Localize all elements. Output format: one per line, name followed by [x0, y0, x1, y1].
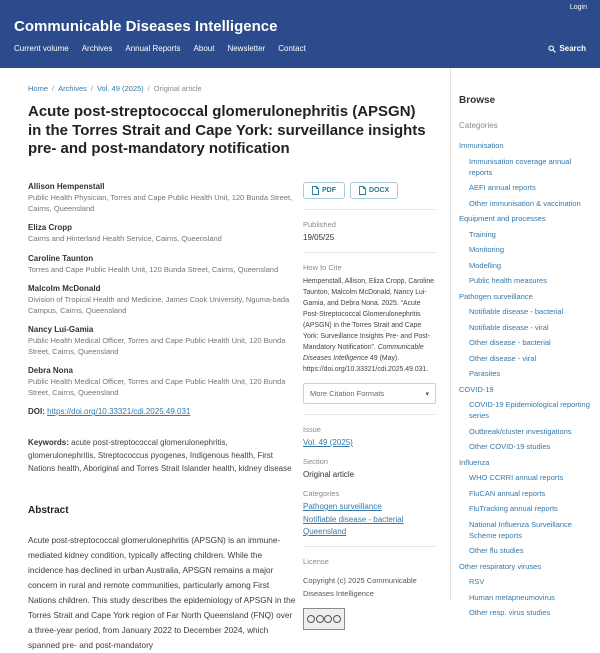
pdf-download-button[interactable]: [303, 182, 345, 199]
author-name: Eliza Cropp: [28, 223, 73, 232]
nav-annual-reports[interactable]: Annual Reports: [125, 44, 181, 53]
pdf-button-label: PDF: [322, 187, 336, 194]
breadcrumb-current: Original article: [153, 84, 202, 93]
author-entry: [28, 254, 296, 276]
category-link-notifiable-disease-bacterial[interactable]: Notifiable disease - bacterial: [303, 514, 404, 524]
category-link-queensland[interactable]: Queensland: [303, 527, 347, 536]
author-name: Nancy Lui-Gamia: [28, 325, 94, 334]
author-entry: [28, 366, 296, 398]
cc-icon: [307, 615, 315, 623]
breadcrumb-separator: /: [147, 84, 150, 93]
pdf-file-icon: [312, 186, 319, 195]
sidebar-item[interactable]: FluCAN annual reports: [469, 488, 546, 498]
docx-download-button[interactable]: [350, 182, 398, 199]
doi-link[interactable]: https://doi.org/10.33321/cdi.2025.49.031: [47, 407, 191, 416]
sidebar-item-immunisation[interactable]: Immunisation: [459, 141, 504, 150]
divider: [303, 546, 436, 547]
breadcrumb-archives[interactable]: Archives: [58, 84, 87, 93]
nav-about[interactable]: About: [193, 44, 215, 53]
author-entry: [28, 223, 296, 245]
keywords-text: acute post-streptococcal glomerulonephritis, glomerulonephritis, Streptococcus pyogenes, Indigenous health, First Nations health, Aboriginal and Torres Strait Islander health, kidney disease: [28, 438, 292, 473]
section-label: Section: [303, 457, 329, 466]
sidebar-item[interactable]: Monitoring: [469, 245, 505, 254]
issue-label: Issue: [303, 425, 321, 434]
page-title: Acute post-streptococcal glomerulonephritis (APSGN) in the Torres Strait and Cape York: surveillance insights pre- and post-mandatory notification: [28, 103, 426, 157]
breadcrumb: [28, 84, 202, 93]
nav-search[interactable]: [548, 44, 586, 53]
docx-button-label: DOCX: [369, 187, 390, 194]
sidebar-item[interactable]: RSV: [469, 577, 485, 586]
sidebar-item[interactable]: Public health measures: [469, 276, 547, 285]
doi-line: [28, 407, 296, 416]
sidebar-item[interactable]: Other COVID-19 studies: [469, 442, 551, 451]
search-icon: [548, 45, 556, 53]
sidebar-item[interactable]: Notifiable disease - bacterial: [469, 307, 564, 316]
sidebar-item[interactable]: National Influenza Surveillance Scheme reports: [469, 519, 572, 540]
published-label: Published: [303, 220, 336, 229]
author-name: Debra Nona: [28, 366, 73, 375]
nav-contact[interactable]: Contact: [278, 44, 306, 53]
article-meta-column: [303, 182, 436, 630]
sidebar-item[interactable]: Other resp. virus studies: [469, 608, 551, 617]
sidebar-item[interactable]: Other disease - bacterial: [469, 338, 551, 347]
sidebar-item[interactable]: Outbreak/cluster investigations: [469, 426, 572, 436]
author-entry: [28, 284, 296, 316]
sidebar-item[interactable]: Human metapneumovirus: [469, 592, 555, 602]
abstract-text: Acute post-streptococcal glomerulonephritis (APSGN) is an immune-mediated kidney condition, typically affecting children. While the incidence has declined in urban Australia, APSGN remains a major concern in rural and remote communities, particularly among First Nations children. This study describes the epidemiology of APSGN in the Torres Strait and Cape York region of Far North Queensland (FNQ) over a three-year period, from January 2022 to December 2024, which spanned pre- and post-mandatory: [28, 535, 296, 650]
author-name: Malcolm McDonald: [28, 284, 101, 293]
cc-nc-icon: [324, 615, 332, 623]
divider: [303, 209, 436, 210]
divider: [303, 414, 436, 415]
nav-current-volume[interactable]: Current volume: [14, 44, 69, 53]
nav-newsletter[interactable]: Newsletter: [227, 44, 266, 53]
cc-nd-icon: [333, 615, 341, 623]
sidebar-item[interactable]: Other flu studies: [469, 546, 524, 555]
sidebar-item[interactable]: Other immunisation & vaccination: [469, 198, 581, 208]
sidebar-item-influenza[interactable]: Influenza: [459, 457, 490, 467]
category-link-pathogen-surveillance[interactable]: Pathogen surveillance: [303, 502, 382, 511]
sidebar-item[interactable]: Other disease - viral: [469, 353, 537, 363]
divider: [303, 252, 436, 253]
main-nav: [0, 35, 600, 53]
copyright-text: Copyright (c) 2025 Communicable Diseases Intelligence: [303, 576, 417, 598]
site-header: [0, 0, 600, 68]
breadcrumb-home[interactable]: Home: [28, 84, 49, 93]
sidebar-item[interactable]: COVID-19 Epidemiological reporting series: [469, 400, 590, 420]
keywords: [28, 436, 296, 475]
citation-text: Hempenstall, Allison, Eliza Cropp, Caroline Taunton, Malcolm McDonald, Nancy Lui-Gamia, and Debra Nona. 2025. “Acute Post-Streptococcal Glomerulonephritis (APSGN) in the Torres Strait and Cape York: Surveillance Insights Pre- and Post-Mandatory Notification”. Communicable Diseases Intelligence 49 (May). https://doi.org/10.33321/cdi.2025.49.031.: [303, 278, 434, 373]
published-date: 19/05/25: [303, 233, 335, 242]
abstract-heading: Abstract: [28, 505, 69, 516]
docx-file-icon: [359, 186, 366, 195]
browse-sidebar: [450, 68, 600, 617]
login-link[interactable]: Login: [569, 4, 587, 11]
sidebar-item-covid-19[interactable]: COVID-19: [459, 384, 494, 394]
author-name: Allison Hempenstall: [28, 182, 105, 191]
cc-license-badge[interactable]: [303, 608, 345, 630]
sidebar-item[interactable]: AEFI annual reports: [469, 183, 536, 192]
sidebar-item[interactable]: Training: [469, 229, 496, 239]
citation-journal-name: Communicable Diseases Intelligence: [303, 344, 424, 362]
sidebar-item-equipment-and-processes[interactable]: Equipment and processes: [459, 214, 546, 223]
breadcrumb-volume[interactable]: Vol. 49 (2025): [96, 84, 144, 93]
citation-formats-label: More Citation Formats: [310, 389, 385, 398]
categories-label: Categories: [303, 489, 340, 498]
author-name: Caroline Taunton: [28, 253, 94, 263]
nav-archives[interactable]: Archives: [81, 44, 113, 53]
author-affiliation: Torres and Cape Public Health Unit, 120 Bunda Street, Cairns, Queensland: [28, 264, 279, 274]
cc-by-icon: [316, 615, 324, 623]
sidebar-item[interactable]: Immunisation coverage annual reports: [469, 156, 572, 177]
author-affiliation: Public Health Medical Officer, Torres and Cape Public Health Unit, 120 Bunda Street, Cairns, Queensland: [28, 336, 286, 356]
browse-categories-label: Categories: [459, 121, 498, 130]
issue-link[interactable]: Vol. 49 (2025): [303, 438, 353, 447]
how-to-cite-label: How to Cite: [303, 263, 342, 272]
license-label: License: [303, 557, 329, 566]
sidebar-item[interactable]: FluTracking annual reports: [469, 504, 558, 513]
sidebar-item-other-respiratory-viruses[interactable]: Other respiratory viruses: [459, 561, 542, 571]
author-entry: [28, 325, 296, 357]
article-column: [28, 182, 296, 653]
citation-formats-dropdown[interactable]: [303, 383, 436, 404]
author-affiliation: Public Health Medical Officer, Torres and Cape Public Health Unit, 120 Bunda Street, Cairns, Queensland: [28, 377, 286, 397]
sidebar-item[interactable]: Notifiable disease - viral: [469, 322, 549, 332]
author-entry: [28, 182, 296, 214]
sidebar-item[interactable]: Parasites: [469, 369, 501, 378]
chevron-down-icon: ▾: [425, 390, 429, 398]
sidebar-item[interactable]: WHO CCRRI annual reports: [469, 473, 564, 482]
author-affiliation: Public Health Physician, Torres and Cape Public Health Unit, 120 Bunda Street, Cairns, Queensland: [28, 193, 293, 213]
search-label: Search: [559, 44, 586, 53]
breadcrumb-separator: /: [52, 84, 55, 93]
sidebar-item-pathogen-surveillance[interactable]: Pathogen surveillance: [459, 291, 533, 301]
author-affiliation: Cairns and Hinterland Health Service, Cairns, Queensland: [28, 234, 222, 243]
breadcrumb-separator: /: [90, 84, 93, 93]
section-value: Original article: [303, 470, 355, 479]
keywords-label: Keywords:: [28, 438, 69, 447]
sidebar-item[interactable]: Modelling: [469, 260, 502, 270]
doi-label: DOI:: [28, 407, 45, 416]
author-affiliation: Division of Tropical Health and Medicine, James Cook University, Nguma-bada Campus, Cairns, Queensland: [28, 295, 290, 315]
site-title[interactable]: Communicable Diseases Intelligence: [14, 18, 278, 35]
browse-title: Browse: [459, 95, 496, 106]
